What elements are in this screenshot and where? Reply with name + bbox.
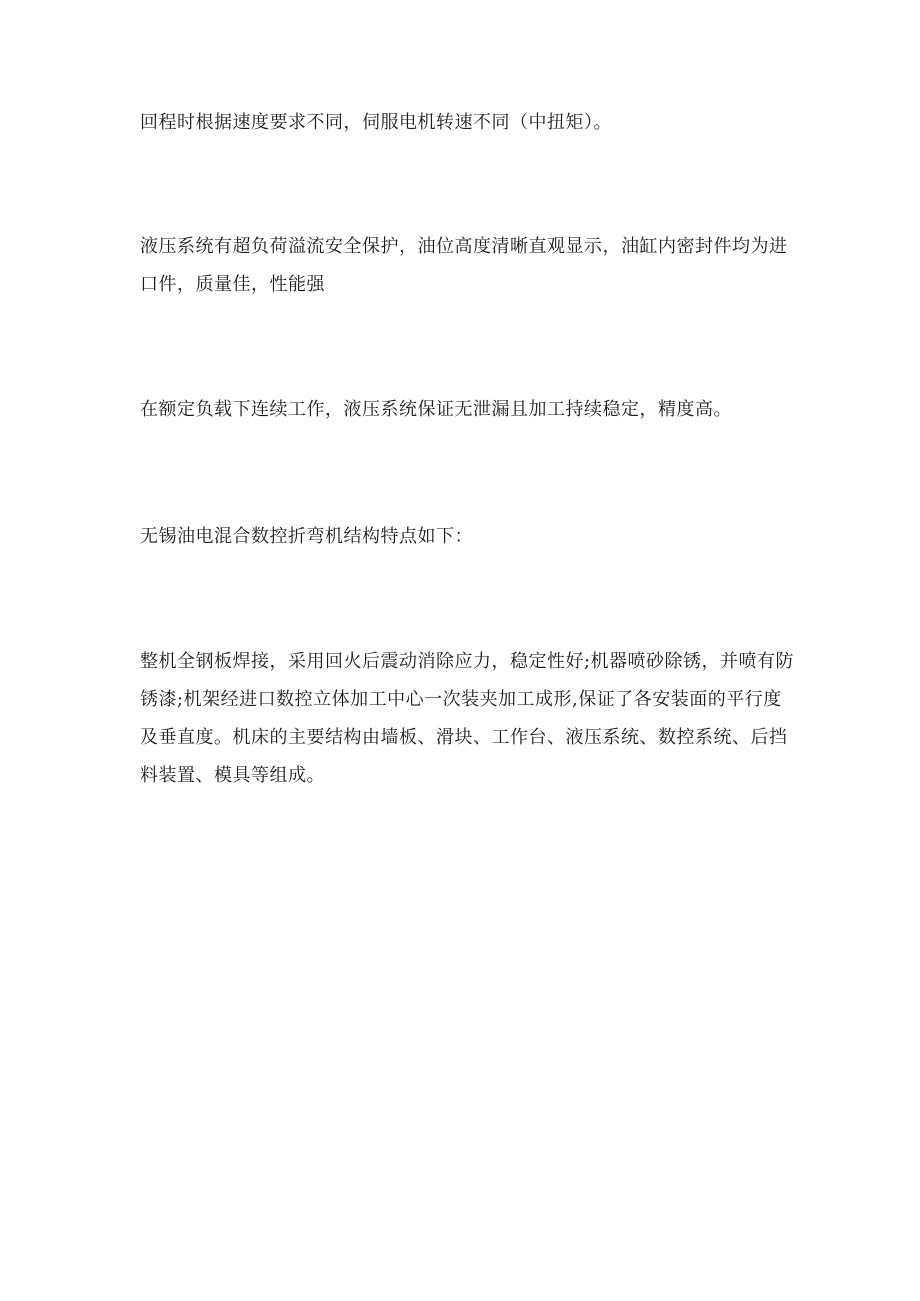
paragraph-continuous-operation: 在额定负载下连续工作，液压系统保证无泄漏且加工持续稳定，精度高。 [140, 399, 732, 420]
paragraph-structure-heading: 无锡油电混合数控折弯机结构特点如下： [140, 526, 473, 547]
paragraph-hydraulic-protection: 液压系统有超负荷溢流安全保护，油位高度清晰直观显示，油缸内密封件均为进口件，质量佳，性能强 [140, 236, 788, 295]
paragraph-return-stroke: 回程时根据速度要求不同，伺服电机转速不同（中扭矩）。 [140, 112, 612, 133]
paragraph-structure-details: 整机全钢板焊接，采用回火后震动消除应力，稳定性好;机器喷砂除锈，并喷有防锈漆;机架经进口数控立体加工中心一次装夹加工成形,保证了各安装面的平行度及垂直度。机床的主要结构由墙板、滑块、工作台、液压系统、数控系统、后挡料装置、模具等组成。 [140, 651, 795, 786]
